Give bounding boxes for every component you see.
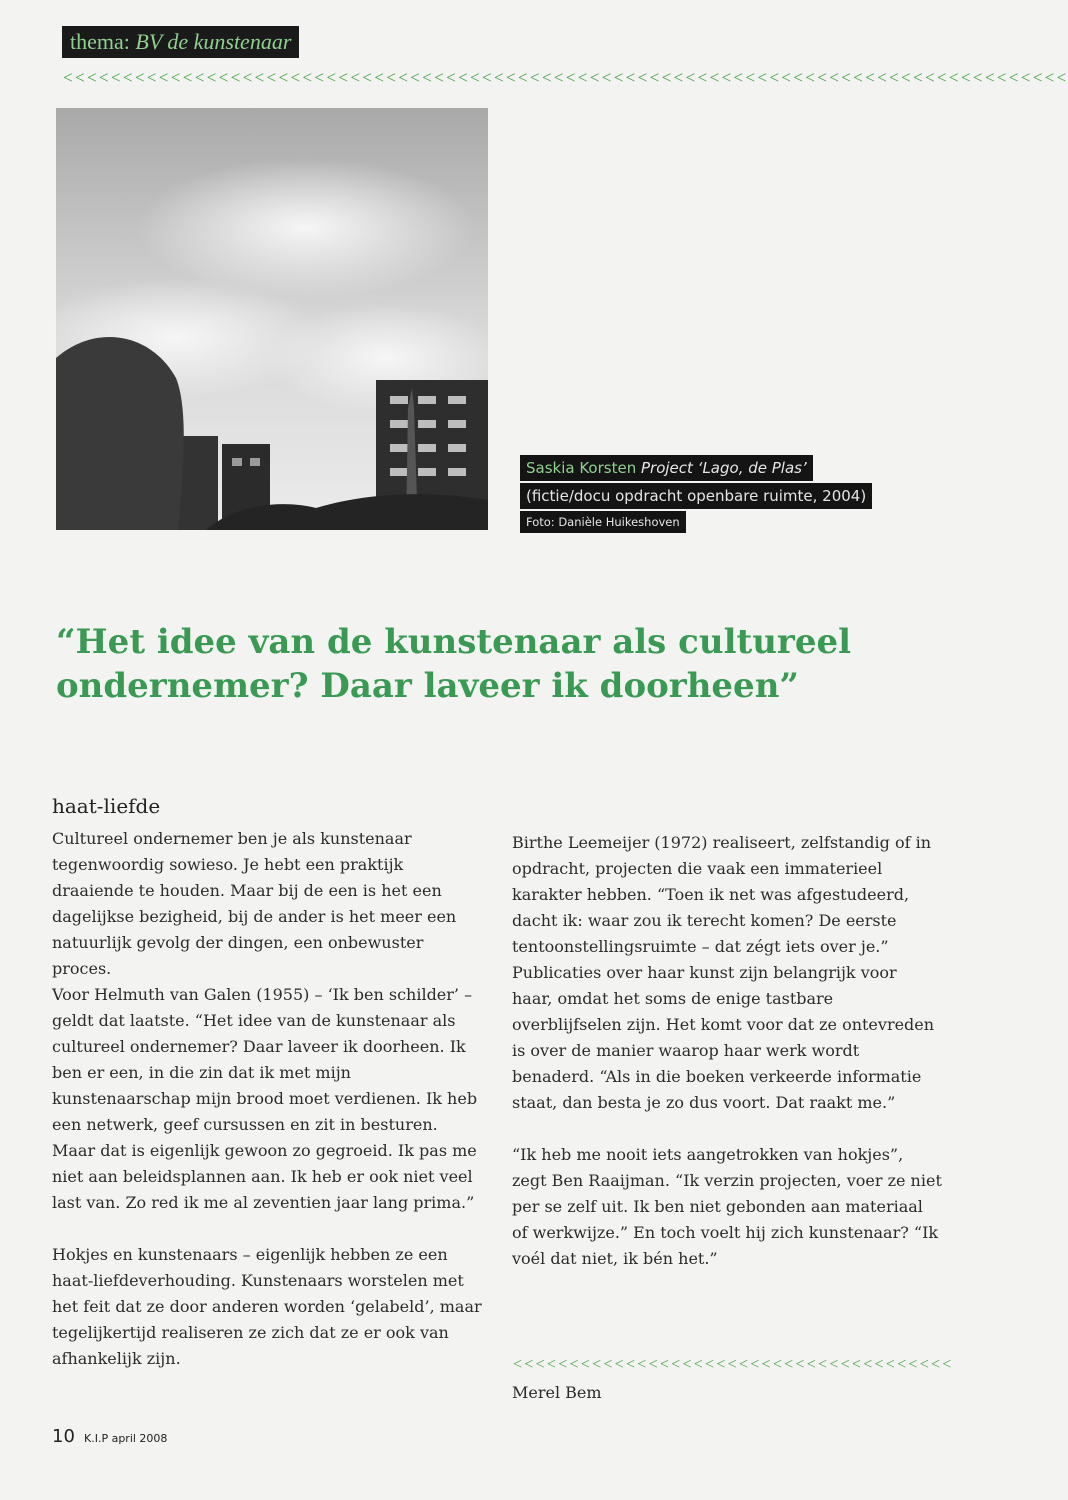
caption-project: Project ‘Lago, de Plas’	[641, 459, 807, 477]
headline-quote: “Het idee van de kunstenaar als cultureel ondernemer? Daar laveer ik doorheen”	[56, 622, 852, 706]
caption-title-line	[520, 455, 813, 481]
article-column-left	[52, 826, 482, 1372]
author-name: Merel Bem	[512, 1383, 602, 1402]
caption-detail: (fictie/docu opdracht openbare ruimte, 2004)	[520, 483, 872, 509]
photo-caption	[520, 455, 872, 535]
section-label	[62, 26, 299, 58]
paragraph: Cultureel ondernemer ben je als kunstenaar tegenwoordig sowieso. Je hebt een praktijk draaiende te houden. Maar bij de een is het een dagelijkse bezigheid, bij de ander is het meer een natuurlijk gevolg der dingen, een onbewuster proces.	[52, 829, 457, 978]
chevron-divider-end: <<<<<<<<<<<<<<<<<<<<<<<<<<<<<<<<<<<<<<<	[512, 1356, 953, 1373]
page-number: 10	[52, 1426, 75, 1447]
chevron-divider-top: <<<<<<<<<<<<<<<<<<<<<<<<<<<<<<<<<<<<<<<<<<<<<<<<<<<<<<<<<<<<<<<<<<<<<<<<<<<<<<<<<<<<	[62, 68, 1068, 87]
article-column-right	[512, 830, 942, 1272]
paragraph: Voor Helmuth van Galen (1955) – ‘Ik ben schilder’ – geldt dat laatste. “Het idee van de kunstenaar als cultureel ondernemer? Daar laveer ik doorheen. Ik ben er een, in die zin dat ik met mijn kunstenaarschap mijn brood moet verdienen. Ik heb een netwerk, geef cursussen en zit in besturen. Maar dat is eigenlijk gewoon zo gegroeid. Ik pas me niet aan beleidsplannen aan. Ik heb er ook niet veel last van. Zo red ik me al zeventien jaar lang prima.”	[52, 985, 478, 1212]
caption-credit: Foto: Danièle Huikeshoven	[520, 511, 686, 533]
paragraph: Hokjes en kunstenaars – eigenlijk hebben ze een haat-liefdeverhouding. Kunstenaars worstelen met het feit dat ze door anderen worden ‘gelabeld’, maar tegelijkertijd realiseren ze zich dat ze er ook van afhankelijk zijn.	[52, 1245, 482, 1368]
paragraph: “Ik heb me nooit iets aangetrokken van hokjes”, zegt Ben Raaijman. “Ik verzin projecten, voer ze niet per se zelf uit. Ik ben niet gebonden aan materiaal of werkwijze.” En toch voelt hij zich kunstenaar? “Ik voél dat niet, ik bén het.”	[512, 1145, 942, 1268]
magazine-issue: K.I.P april 2008	[84, 1432, 168, 1445]
caption-artist: Saskia Korsten	[526, 459, 637, 477]
page-footer	[52, 1426, 167, 1447]
section-label-topic: BV de kunstenaar	[135, 29, 292, 54]
section-label-prefix: thema:	[70, 29, 130, 54]
paragraph: Birthe Leemeijer (1972) realiseert, zelfstandig of in opdracht, projecten die vaak een immaterieel karakter hebben. “Toen ik net was afgestudeerd, dacht ik: waar zou ik terecht komen? De eerste tentoonstellingsruimte – dat zégt iets over je.” Publicaties over haar kunst zijn belangrijk voor haar, omdat het soms de enige tastbare overblijfselen zijn. Het komt voor dat ze ontevreden is over de manier waarop haar werk wordt benaderd. “Als in die boeken verkeerde informatie staat, dan besta je zo dus voort. Dat raakt me.”	[512, 833, 935, 1112]
article-subhead: haat-liefde	[52, 794, 161, 818]
article-photo	[56, 108, 488, 530]
